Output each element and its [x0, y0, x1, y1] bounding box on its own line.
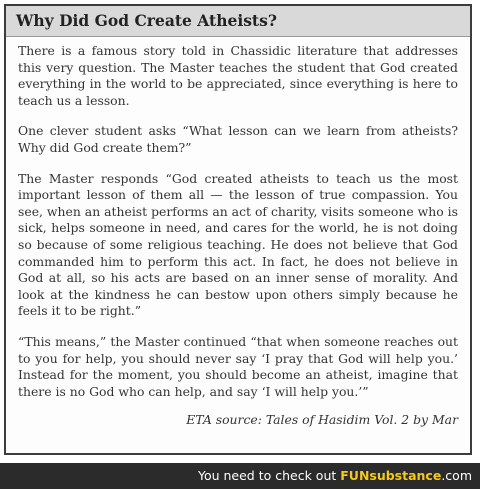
footer-brand: FUNsubstance — [340, 468, 442, 483]
footer-tld: .com — [441, 468, 472, 483]
paragraph-2: One clever student asks “What lesson can we learn from atheists? Why did God create them?” — [18, 123, 458, 155]
site-footer — [0, 463, 480, 489]
source-credit: ETA source: Tales of Hasidim Vol. 2 by Mar — [186, 412, 458, 428]
paragraph-1: There is a famous story told in Chassidic literature that addresses this very question. The Master teaches the student that God created everything in the world to be appreciated, since everything is here to teach us a lesson. — [18, 43, 458, 108]
article-card — [4, 4, 472, 455]
article-body — [6, 37, 470, 429]
paragraph-4: “This means,” the Master continued “that when someone reaches out to you for help, you should never say ‘I pray that God will help you.’ Instead for the moment, you should become an atheist, imagine that there is no God who can help, and say ‘I will help you.’” — [18, 333, 458, 399]
paragraph-3: The Master responds “God created atheists to teach us the most important lesson of them all — the lesson of true compassion. You see, when an atheist performs an act of charity, visits someone who is sick, helps someone in need, and cares for the world, he is not doing so because of some religious teaching. He does not believe that God commanded him to perform this act. In fact, he does not believe in God at all, so his acts are based on an inner sense of morality. And look at the kindness he can bestow upon others simply because he feels it to be right.” — [18, 170, 458, 319]
footer-text: You need to check out — [197, 468, 341, 483]
article-title: Why Did God Create Atheists? — [6, 6, 470, 37]
